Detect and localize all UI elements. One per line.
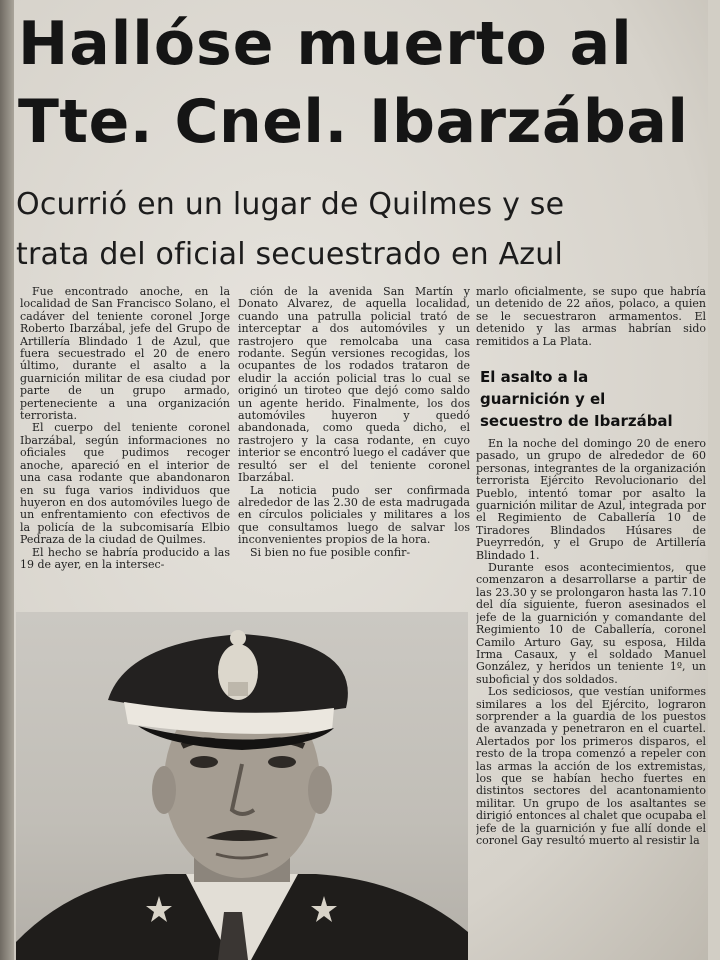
subhead-line-2: guarnición y el	[480, 390, 606, 408]
paragraph: ción de la avenida San Martín y Donato Alvarez, de aquella localidad, cuando una patrulla policial trató de interceptar a dos automóviles y un rastrojero que remolcaba una casa rodante. Según versiones recogidas, los ocupantes de los rodados trataron de eludir la acción policial tras lo cual se originó un tiroteo que dejó como saldo un agente herido. Finalmente, los dos automóviles huyeron y quedó abandonada, como queda dicho, el rastrojero y la casa rodante, en cuyo interior se encontró luego el cadáver que resultó ser el del teniente coronel Ibarzábal.	[238, 286, 470, 485]
subheadline-line-1: Ocurrió en un lugar de Quilmes y se	[16, 187, 565, 222]
adjacent-column-edge	[708, 0, 720, 960]
paragraph: En la noche del domingo 20 de enero pasado, un grupo de alrededor de 60 personas, integrantes de la organización terrorista Ejército Revolucionario del Pueblo, intentó tomar por asalto la guarnición militar de Azul, integrada por el Regimiento de Caballería 10 de Tiradores Blindados Húsares de Pueyrredón, y el Grupo de Artillería Blindado 1.	[476, 438, 706, 562]
paragraph: Los sediciosos, que vestían uniformes similares a los del Ejército, lograron sorprender a la guardia de los puestos de avanzada y penetraron en el cuartel. Alertados por los primeros disparos, el resto de la tropa comenzó a repeler con las armas la acción de los extremistas, los que se habían hecho fuertes en distintos sectores del acantonamiento militar. Un grupo de los asaltantes se dirigió entonces al chalet que ocupaba el jefe de la guarnición y fue allí donde el coronel Gay resultó muerto al resistir la	[476, 685, 706, 847]
article-column-2	[238, 286, 470, 610]
portrait-illustration	[16, 612, 468, 960]
paragraph: La noticia pudo ser confirmada alrededor de las 2.30 de esta madrugada en círculos policiales y militares a los que consultamos luego de salvar los inconvenientes propios de la hora.	[238, 483, 470, 547]
headline-line-1: Hallóse muerto al	[18, 9, 633, 79]
article-column-1	[20, 286, 230, 610]
paragraph: Durante esos acontecimientos, que comenzaron a desarrollarse a partir de las 23.30 y se prolongaron hasta las 7.10 del día siguiente, fueron asesinados el jefe de la guarnición y comandante del Regimiento 10 de Caballería, coronel Camilo Arturo Gay, su esposa, Hilda Irma Casaux, y el soldado Manuel González, y heridos un teniente 1º, un suboficial y dos soldados.	[476, 561, 706, 686]
subheadline-line-2: trata del oficial secuestrado en Azul	[16, 237, 563, 272]
article-column-3-bottom	[476, 438, 706, 958]
article-column-3-top	[476, 286, 706, 374]
paragraph: El hecho se habría producido a las 19 de ayer, en la intersec-	[20, 545, 230, 571]
officer-portrait-photo	[16, 612, 468, 960]
subhead-line-3: secuestro de Ibarzábal	[480, 412, 673, 430]
paragraph: El cuerpo del teniente coronel Ibarzábal, según informaciones no oficiales que pudimos recoger anoche, apareció en el interior de una casa rodante que abandonaron en su fuga varios individuos que huyeron en dos automóviles luego de un enfrentamiento con efectivos de la policía de la subcomisaría Elbio Pedraza de la ciudad de Quilmes.	[20, 421, 230, 547]
headline-line-2: Tte. Cnel. Ibarzábal	[18, 87, 689, 157]
page-edge	[0, 0, 14, 960]
paragraph: Si bien no fue posible confir-	[250, 545, 411, 559]
paragraph: Fue encontrado anoche, en la localidad de San Francisco Solano, el cadáver del teniente coronel Jorge Roberto Ibarzábal, jefe del Grupo de Artillería Blindado 1 de Azul, que fuera secuestrado el 20 de enero último, durante el asalto a la guarnición militar de esa ciudad por parte de un grupo armado, perteneciente a una organización terrorista.	[20, 286, 230, 423]
subhead-line-1: El asalto a la	[480, 368, 589, 386]
paragraph: marlo oficialmente, se supo que habría un detenido de 22 años, polaco, a quien se le secuestraron armamentos. El detenido y las armas habrían sido remitidos a La Plata.	[476, 286, 706, 348]
